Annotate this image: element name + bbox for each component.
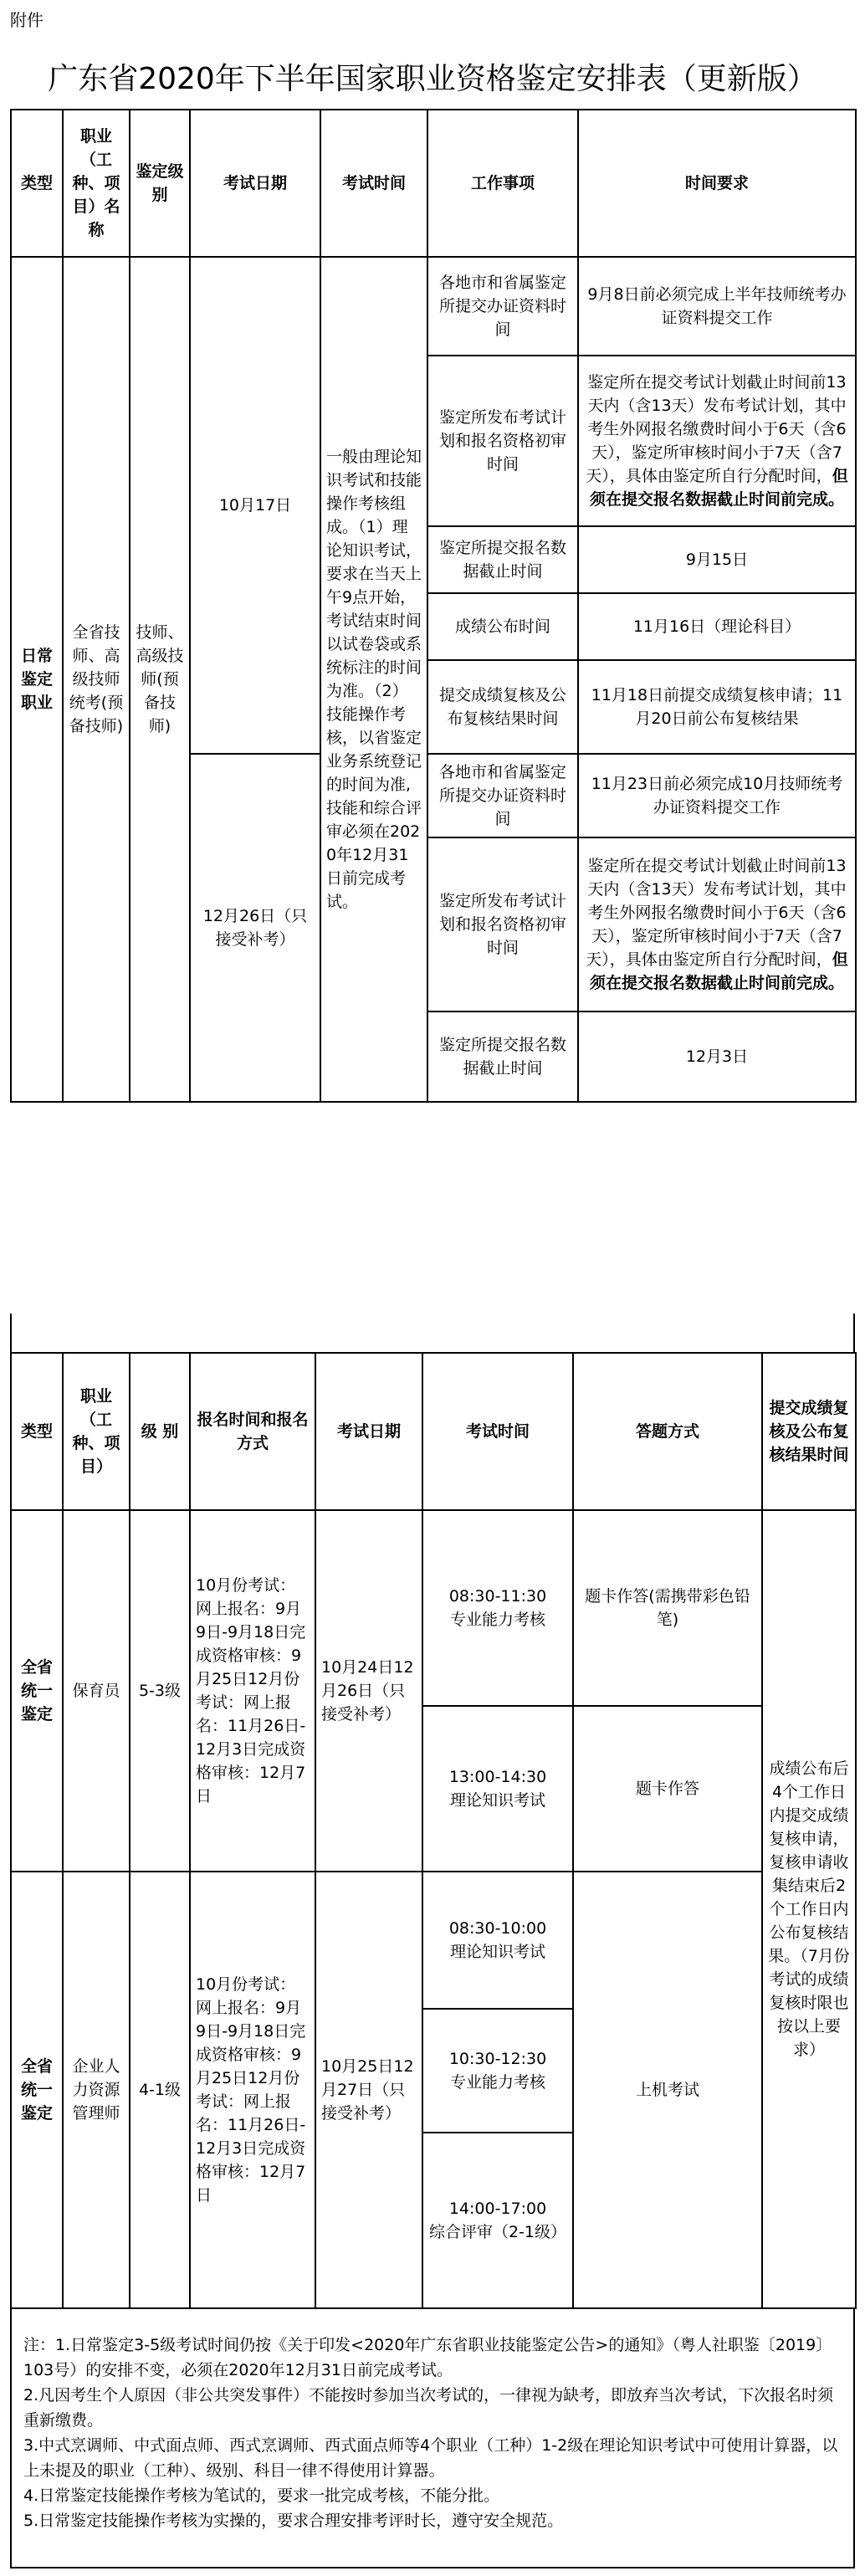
header-level: 级 别 — [130, 1353, 190, 1510]
header-level: 鉴定级别 — [130, 110, 190, 257]
header-type: 类型 — [11, 110, 63, 257]
header-exam-time: 考试时间 — [320, 110, 427, 257]
header-task: 工作事项 — [427, 110, 578, 257]
type-cell: 全省统一鉴定 — [11, 1510, 63, 1872]
note-1: 注：1.日常鉴定3-5级考试时间仍按《关于印发<2020年广东省职业技能鉴定公告>的通知》（粤人社职鉴〔2019〕103号）的安排不变，必须在2020年12月31日前完成考试。 — [23, 2336, 832, 2379]
answer-method-cell: 题卡作答(需携带彩色铅笔) — [573, 1510, 762, 1706]
requirement-cell: 11月18日前提交成绩复核申请；11月20日前公布复核结果 — [578, 660, 856, 754]
exam-date-cell: 10月25日12月27日（只接受补考） — [315, 1872, 422, 2308]
type-cell: 日常鉴定职业 — [11, 257, 63, 1102]
task-cell: 鉴定所发布考试计划和报名资格初审时间 — [427, 356, 578, 526]
session-cell: 14:00-17:00 综合评审（2-1级） — [422, 2133, 573, 2308]
header-type: 类型 — [11, 1353, 63, 1510]
task-cell: 各地市和省属鉴定所提交办证资料时间 — [427, 754, 578, 837]
requirement-cell: 9月15日 — [578, 526, 856, 593]
session-cell: 10:30-12:30 专业能力考核 — [422, 2009, 573, 2133]
note-2: 2.凡因考生个人原因（非公共突发事件）不能按时参加当次考试的，一律视为缺考，即放弃当次考试，下次报名时须重新缴费。 — [23, 2386, 834, 2430]
level-cell: 5-3级 — [130, 1510, 190, 1872]
requirement-cell: 11月23日前必须完成10月技师统考办证资料提交工作 — [578, 754, 856, 837]
requirement-cell: 鉴定所在提交考试计划截止时间前13天内（含13天）发布考试计划，其中考生外网报名缴费时间小于6天（含6天），鉴定所审核时间小于7天（含7天），具体由鉴定所自行分配时间，但须在提交报名数据截止时间前完成。 — [578, 356, 856, 526]
requirement-cell: 9月8日前必须完成上半年技师统考办证资料提交工作 — [578, 257, 856, 356]
note-4: 4.日常鉴定技能操作考核为笔试的，要求一批完成考核，不能分批。 — [23, 2486, 500, 2505]
header-exam-date: 考试日期 — [315, 1353, 422, 1510]
attachment-label: 附件 — [10, 10, 44, 30]
task-cell: 成绩公布时间 — [427, 593, 578, 660]
task-cell: 鉴定所提交报名数据截止时间 — [427, 1011, 578, 1102]
header-exam-time: 考试时间 — [422, 1353, 573, 1510]
answer-method-cell: 上机考试 — [573, 1872, 762, 2308]
exam-time-cell: 一般由理论知识考试和技能操作考核组成。（1）理论知识考试，要求在当天上午9点开始，考试结束时间以试卷袋或系统标注的时间为准。（2）技能操作考核，以省鉴定业务系统登记的时间为准,技能和综合评审必须在2020年12月31日前完成考试。 — [320, 257, 427, 1102]
schedule-table-daily — [10, 109, 857, 1103]
task-cell: 提交成绩复核及公布复核结果时间 — [427, 660, 578, 754]
header-requirement: 时间要求 — [578, 110, 856, 257]
level-cell: 4-1级 — [130, 1872, 190, 2308]
session-cell: 13:00-14:30 理论知识考试 — [422, 1706, 573, 1872]
note-3: 3.中式烹调师、中式面点师、西式烹调师、西式面点师等4个职业（工种）1-2级在理论知识考试中可使用计算器，以上未提及的职业（工种）、级别、科目一律不得使用计算器。 — [23, 2436, 838, 2480]
answer-method-cell: 题卡作答 — [573, 1706, 762, 1872]
header-registration: 报名时间和报名方式 — [190, 1353, 315, 1510]
task-cell: 各地市和省属鉴定所提交办证资料时间 — [427, 257, 578, 356]
type-cell: 全省统一鉴定 — [11, 1872, 63, 2308]
note-5: 5.日常鉴定技能操作考核为实操的，要求合理安排考评时长，遵守安全规范。 — [23, 2512, 564, 2530]
occupation-cell: 企业人力资源管理师 — [63, 1872, 130, 2308]
header-occupation: 职业（工种、项目）名称 — [63, 110, 130, 257]
header-answer-method: 答题方式 — [573, 1353, 762, 1510]
table-gap — [10, 1314, 855, 1352]
task-cell: 鉴定所发布考试计划和报名资格初审时间 — [427, 837, 578, 1011]
review-cell: 成绩公布后4个工作日内提交成绩复核申请，复核申请收集结束后2个工作日内公布复核结果。（7月份考试的成绩复核时限也按以上要求） — [762, 1510, 856, 2308]
task-cell: 鉴定所提交报名数据截止时间 — [427, 526, 578, 593]
header-exam-date: 考试日期 — [190, 110, 320, 257]
occupation-cell: 保育员 — [63, 1510, 130, 1872]
notes-section — [10, 2307, 855, 2568]
registration-cell: 10月份考试：网上报名：9月9日-9月18日完成资格审核：9月25日12月份考试：网上报名：11月26日-12月3日完成资格审核：12月7日 — [190, 1872, 315, 2308]
session-cell: 08:30-11:30 专业能力考核 — [422, 1510, 573, 1706]
occupation-cell: 全省技师、高级技师统考(预备技师) — [63, 257, 130, 1102]
requirement-cell: 11月16日（理论科目） — [578, 593, 856, 660]
registration-cell: 10月份考试：网上报名：9月9日-9月18日完成资格审核：9月25日12月份考试：网上报名：11月26日-12月3日完成资格审核：12月7日 — [190, 1510, 315, 1872]
requirement-cell: 鉴定所在提交考试计划截止时间前13天内（含13天）发布考试计划，其中考生外网报名缴费时间小于6天（含6天），鉴定所审核时间小于7天（含7天），具体由鉴定所自行分配时间，但须在提交报名数据截止时间前完成。 — [578, 837, 856, 1011]
exam-date-1: 10月17日 — [190, 257, 320, 754]
exam-date-2: 12月26日（只接受补考） — [190, 754, 320, 1102]
page-title: 广东省2020年下半年国家职业资格鉴定安排表（更新版） — [48, 62, 817, 96]
session-cell: 08:30-10:00 理论知识考试 — [422, 1872, 573, 2009]
exam-date-cell: 10月24日12月26日（只接受补考） — [315, 1510, 422, 1872]
header-review: 提交成绩复核及公布复核结果时间 — [762, 1353, 856, 1510]
level-cell: 技师、高级技师(预备技师) — [130, 257, 190, 1102]
schedule-table-unified — [10, 1352, 857, 2309]
requirement-cell: 12月3日 — [578, 1011, 856, 1102]
header-occupation: 职业（工种、项目） — [63, 1353, 130, 1510]
